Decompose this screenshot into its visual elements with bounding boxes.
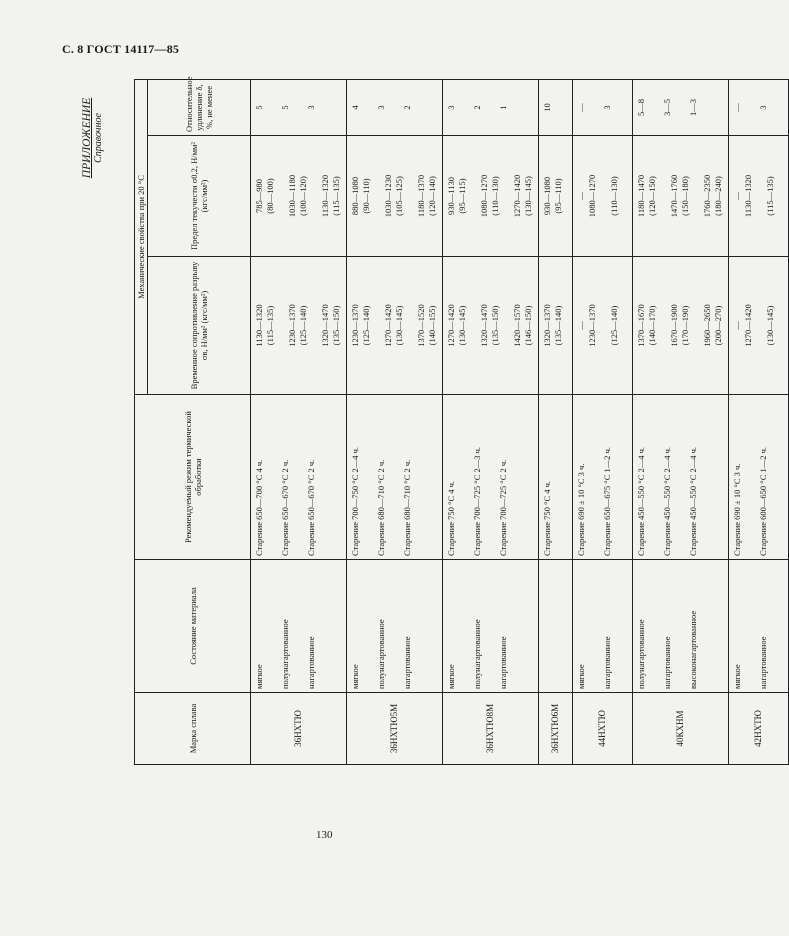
yield-line: (95—110): [553, 178, 563, 214]
yield-line: 1470—1760: [669, 174, 679, 218]
yield-line: 1030—1180: [287, 174, 297, 218]
mode-line: Старение 600—650 °С 1—2 ч.: [758, 446, 768, 556]
strength-line: (125—140): [298, 305, 308, 346]
elong-line: 1: [498, 105, 508, 110]
strength-line: (170—190): [680, 305, 690, 346]
elong-line: 3: [758, 105, 768, 110]
strength-cell: [347, 257, 443, 395]
mode-line: Старение 690 ± 10 °С 3 ч.: [576, 463, 586, 556]
yield-line: (120—150): [647, 176, 657, 216]
strength-line: 1370—1670: [636, 304, 646, 347]
strength-line: 1320—1470: [320, 304, 330, 347]
elong-cell: [347, 79, 443, 135]
strength-line: (125—140): [361, 305, 371, 346]
strength-line: (146—150): [523, 305, 533, 346]
state-cell: [573, 560, 633, 693]
mode-line: Старение 680—710 °С 2 ч.: [402, 459, 412, 556]
state-line: мягкое: [732, 664, 742, 689]
strength-line: 1270—1420: [383, 304, 393, 347]
strength-line: 1230—1370: [350, 304, 360, 347]
yield-line: 1080—1270: [587, 174, 597, 218]
grade-cell: 36НХТЮ5М: [347, 693, 443, 765]
page-header: С. 8 ГОСТ 14117—85: [62, 42, 180, 56]
state-line: нагартованное: [662, 636, 672, 689]
elong-line: —: [576, 103, 586, 112]
yield-line: (120—140): [427, 176, 437, 216]
strength-line: 1230—1370: [587, 304, 597, 347]
strength-line: —: [732, 321, 742, 330]
state-line: мягкое: [446, 664, 456, 689]
elong-cell: [573, 79, 633, 135]
mode-line: Старение 650—675 °С 1—2 ч.: [602, 446, 612, 556]
strength-cell: [573, 257, 633, 395]
yield-line: 1760—2350: [702, 174, 712, 218]
state-cell: [347, 560, 443, 693]
yield-line: 880—1080: [350, 176, 360, 216]
strength-line: (140—155): [427, 305, 437, 346]
strength-line: 1670—1900: [669, 304, 679, 347]
appendix-subtitle: Справочное: [93, 113, 104, 163]
grade-cell: 36НХТЮ8М: [443, 693, 539, 765]
mode-cell: [443, 395, 539, 560]
table-row: [729, 79, 789, 764]
yield-line: (180—240): [713, 176, 723, 216]
strength-line: (135—150): [490, 305, 500, 346]
appendix-title: ПРИЛОЖЕНИЕ: [81, 97, 93, 179]
yield-cell: [443, 136, 539, 257]
table-row: [633, 79, 729, 764]
grade-cell: 42НХТЮ: [729, 693, 789, 765]
yield-line: (105—125): [394, 176, 404, 216]
mode-line: Старение 700—725 °С 2—3 ч.: [472, 446, 482, 556]
state-line: полунагартованное: [472, 619, 482, 689]
yield-cell: [633, 136, 729, 257]
yield-line: 1270—1420: [512, 174, 522, 218]
table-body: [251, 79, 789, 764]
yield-line: —: [732, 191, 742, 201]
elong-line: 3—5: [662, 99, 672, 116]
grade-cell: 44НХТЮ: [573, 693, 633, 765]
strength-line: 1370—1520: [416, 304, 426, 347]
table-row: [573, 79, 633, 764]
strength-line: 1320—1470: [479, 304, 489, 347]
elong-line: 2: [402, 105, 412, 110]
mode-cell: [539, 395, 573, 560]
mode-line: Старение 690 ± 10 °С 3 ч.: [732, 463, 742, 556]
yield-line: (130—145): [523, 176, 533, 216]
strength-line: —: [576, 321, 586, 330]
yield-cell: [251, 136, 347, 257]
elong-line: 5: [280, 105, 290, 110]
yield-line: 1130—1320: [743, 174, 753, 218]
mode-line: Старение 450—550 °С 2—4 ч.: [688, 446, 698, 556]
elong-cell: [539, 79, 573, 135]
yield-cell: [539, 136, 573, 257]
yield-line: (110—130): [609, 176, 619, 216]
table-row: [539, 79, 573, 764]
strength-cell: [251, 257, 347, 395]
header-mode: Рекомендуемый режим термической обработки: [135, 395, 251, 560]
strength-line: (135—140): [553, 305, 563, 346]
state-line: полунагартованное: [376, 619, 386, 689]
strength-line: 1320—1370: [542, 304, 552, 347]
mode-line: Старение 700—725 °С 2 ч.: [498, 459, 508, 556]
elong-cell: [633, 79, 729, 135]
elong-line: 3: [602, 105, 612, 110]
state-line: мягкое: [254, 664, 264, 689]
mode-line: Старение 680—710 °С 2 ч.: [376, 459, 386, 556]
grade-cell: 36НХТЮ: [251, 693, 347, 765]
mode-line: Старение 450—550 °С 2—4 ч.: [662, 446, 672, 556]
elong-line: 5—8: [636, 99, 646, 116]
state-line: [542, 563, 568, 689]
elong-line: 10: [542, 103, 552, 112]
state-line: мягкое: [350, 664, 360, 689]
header-mech: Механические свойства при 20 °С: [135, 79, 148, 394]
yield-line: 1130—1320: [320, 174, 330, 218]
grade-cell: 40КХНМ: [633, 693, 729, 765]
strength-cell: [729, 257, 789, 395]
yield-line: 930—1080: [542, 176, 552, 216]
table-row: [347, 79, 443, 764]
mode-line: Старение 650—670 °С 2 ч.: [306, 459, 316, 556]
strength-line: 1270—1420: [446, 304, 456, 347]
elong-cell: [443, 79, 539, 135]
state-line: полунагартованное: [636, 619, 646, 689]
yield-cell: [729, 136, 789, 257]
mode-cell: [251, 395, 347, 560]
yield-line: (80—100): [265, 178, 275, 214]
state-line: нагартованное: [402, 636, 412, 689]
strength-line: (115—135): [265, 305, 275, 346]
mode-cell: [573, 395, 633, 560]
state-line: нагартованное: [758, 636, 768, 689]
elong-line: 3: [306, 105, 316, 110]
yield-line: 930—1130: [446, 177, 456, 215]
grade-cell: 36НХТЮ6М: [539, 693, 573, 765]
state-line: нагартованное: [498, 636, 508, 689]
elong-line: —: [732, 103, 742, 112]
yield-line: 1180—1470: [636, 174, 646, 218]
strength-cell: [539, 257, 573, 395]
yield-line: 1080—1270: [479, 174, 489, 218]
mode-line: Старение 650—700 °С 4 ч.: [254, 459, 264, 556]
strength-line: 1420—1570: [512, 304, 522, 347]
strength-line: 1130—1320: [254, 304, 264, 347]
strength-line: (135—150): [331, 305, 341, 346]
state-line: полунагартованное: [280, 619, 290, 689]
elong-cell: [729, 79, 789, 135]
state-line: высоконагартованное: [688, 610, 698, 689]
mode-line: Старение 450—550 °С 2—4 ч.: [636, 446, 646, 556]
yield-line: (95—115): [457, 178, 467, 214]
header-yield: Предел текучести σ0,2, Н/мм² (кгс/мм²): [148, 136, 251, 257]
elong-line: 1—3: [688, 99, 698, 116]
yield-line: 1180—1370: [416, 174, 426, 218]
yield-cell: [347, 136, 443, 257]
strength-line: (130—145): [457, 305, 467, 346]
mode-cell: [347, 395, 443, 560]
yield-line: 1030—1230: [383, 174, 393, 218]
yield-line: (90—110): [361, 178, 371, 214]
state-line: нагартованное: [602, 636, 612, 689]
mode-line: Старение 700—750 °С 2—4 ч.: [350, 446, 360, 556]
strength-line: (130—145): [394, 305, 404, 346]
state-line: нагартованное: [306, 636, 316, 689]
state-line: мягкое: [576, 664, 586, 689]
page-number: 130: [316, 829, 333, 841]
yield-line: (100—120): [298, 176, 308, 216]
strength-line: (130—145): [765, 305, 775, 346]
elong-cell: [251, 79, 347, 135]
strength-line: (125—140): [609, 305, 619, 346]
yield-cell: [573, 136, 633, 257]
strength-line: 1270—1420: [743, 304, 753, 347]
strength-line: (200—270): [713, 305, 723, 346]
elong-line: 4: [350, 105, 360, 110]
state-cell: [729, 560, 789, 693]
mode-cell: [633, 395, 729, 560]
elong-line: 3: [446, 105, 456, 110]
mode-line: Старение 650—670 °С 2 ч.: [280, 459, 290, 556]
yield-line: (115—135): [765, 176, 775, 216]
state-cell: [251, 560, 347, 693]
strength-line: 1230—1370: [287, 304, 297, 347]
header-grade: Марка сплава: [135, 693, 251, 765]
appendix-label: [60, 86, 126, 190]
strength-line: (140—170): [647, 305, 657, 346]
state-cell: [443, 560, 539, 693]
mode-line: Старение 750 °С 4 ч.: [542, 480, 552, 556]
alloy-properties-table: [134, 76, 775, 765]
header-state: Состояние материала: [135, 560, 251, 693]
state-cell: [539, 560, 573, 693]
elong-line: 5: [254, 105, 264, 110]
yield-line: (150—180): [680, 176, 690, 216]
yield-line: —: [576, 191, 586, 201]
strength-cell: [443, 257, 539, 395]
table-row: [443, 79, 539, 764]
header-elong: Относительное удлинение δ, %, не менее: [148, 79, 251, 135]
yield-line: (110—130): [490, 176, 500, 216]
strength-cell: [633, 257, 729, 395]
yield-line: (115—135): [331, 176, 341, 216]
state-cell: [633, 560, 729, 693]
table-row: [251, 79, 347, 764]
yield-line: 785—980: [254, 179, 264, 213]
header-strength: Временное сопротивление разрыву σв, Н/мм² (кгс/мм²): [148, 257, 251, 395]
strength-line: 1960—2650: [702, 304, 712, 347]
mode-cell: [729, 395, 789, 560]
elong-line: 3: [376, 105, 386, 110]
mode-line: Старение 750 °С 4 ч.: [446, 480, 456, 556]
elong-line: 2: [472, 105, 482, 110]
